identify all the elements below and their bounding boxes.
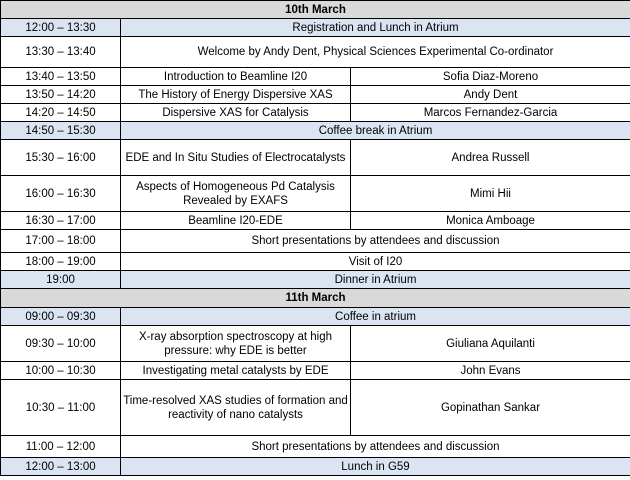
talk-row <box>1 86 630 104</box>
talk-speaker: Mimi Hii <box>351 176 630 212</box>
session-cell: Welcome by Andy Dent, Physical Sciences Experimental Co-ordinator <box>121 37 630 68</box>
talk-title: X-ray absorption spectroscopy at high pressure: why EDE is better <box>121 326 351 362</box>
time-cell: 12:00 – 13:30 <box>1 19 121 37</box>
session-row <box>1 253 630 271</box>
schedule-body <box>1 1 630 476</box>
talk-title: Dispersive XAS for Catalysis <box>121 104 351 122</box>
time-cell: 09:30 – 10:00 <box>1 326 121 362</box>
talk-title: Introduction to Beamline I20 <box>121 68 351 86</box>
talk-title: The History of Energy Dispersive XAS <box>121 86 351 104</box>
time-cell: 13:50 – 14:20 <box>1 86 121 104</box>
talk-speaker: Gopinathan Sankar <box>351 380 630 436</box>
day-header: 10th March <box>1 1 630 19</box>
talk-speaker: John Evans <box>351 362 630 380</box>
session-cell: Coffee in atrium <box>121 308 630 326</box>
day-header-row <box>1 289 630 308</box>
session-row <box>1 458 630 476</box>
session-row <box>1 19 630 37</box>
talk-speaker: Andy Dent <box>351 86 630 104</box>
session-cell: Dinner in Atrium <box>121 271 630 289</box>
session-cell: Short presentations by attendees and discussion <box>121 230 630 253</box>
session-row <box>1 271 630 289</box>
time-cell: 13:30 – 13:40 <box>1 37 121 68</box>
time-cell: 15:30 – 16:00 <box>1 140 121 176</box>
talk-speaker: Andrea Russell <box>351 140 630 176</box>
talk-title: Time-resolved XAS studies of formation and reactivity of nano catalysts <box>121 380 351 436</box>
talk-speaker: Marcos Fernandez-Garcia <box>351 104 630 122</box>
session-cell: Visit of I20 <box>121 253 630 271</box>
time-cell: 14:20 – 14:50 <box>1 104 121 122</box>
talk-row <box>1 326 630 362</box>
time-cell: 12:00 – 13:00 <box>1 458 121 476</box>
time-cell: 13:40 – 13:50 <box>1 68 121 86</box>
session-cell: Coffee break in Atrium <box>121 122 630 140</box>
session-cell: Registration and Lunch in Atrium <box>121 19 630 37</box>
talk-title: Beamline I20-EDE <box>121 212 351 230</box>
talk-row <box>1 362 630 380</box>
talk-title: Investigating metal catalysts by EDE <box>121 362 351 380</box>
session-row <box>1 37 630 68</box>
session-row <box>1 122 630 140</box>
time-cell: 09:00 – 09:30 <box>1 308 121 326</box>
day-header-row <box>1 1 630 19</box>
session-cell: Lunch in G59 <box>121 458 630 476</box>
talk-speaker: Giuliana Aquilanti <box>351 326 630 362</box>
time-cell: 10:30 – 11:00 <box>1 380 121 436</box>
talk-title: EDE and In Situ Studies of Electrocatalysts <box>121 140 351 176</box>
day-header: 11th March <box>1 289 630 308</box>
time-cell: 16:30 – 17:00 <box>1 212 121 230</box>
session-cell: Short presentations by attendees and discussion <box>121 436 630 458</box>
time-cell: 14:50 – 15:30 <box>1 122 121 140</box>
time-cell: 11:00 – 12:00 <box>1 436 121 458</box>
talk-speaker: Sofia Diaz-Moreno <box>351 68 630 86</box>
time-cell: 16:00 – 16:30 <box>1 176 121 212</box>
talk-row <box>1 380 630 436</box>
talk-speaker: Monica Amboage <box>351 212 630 230</box>
talk-row <box>1 140 630 176</box>
session-row <box>1 436 630 458</box>
talk-row <box>1 104 630 122</box>
session-row <box>1 308 630 326</box>
session-row <box>1 230 630 253</box>
talk-row <box>1 176 630 212</box>
time-cell: 19:00 <box>1 271 121 289</box>
talk-row <box>1 212 630 230</box>
time-cell: 18:00 – 19:00 <box>1 253 121 271</box>
talk-row <box>1 68 630 86</box>
time-cell: 17:00 – 18:00 <box>1 230 121 253</box>
talk-title: Aspects of Homogeneous Pd Catalysis Revealed by EXAFS <box>121 176 351 212</box>
time-cell: 10:00 – 10:30 <box>1 362 121 380</box>
